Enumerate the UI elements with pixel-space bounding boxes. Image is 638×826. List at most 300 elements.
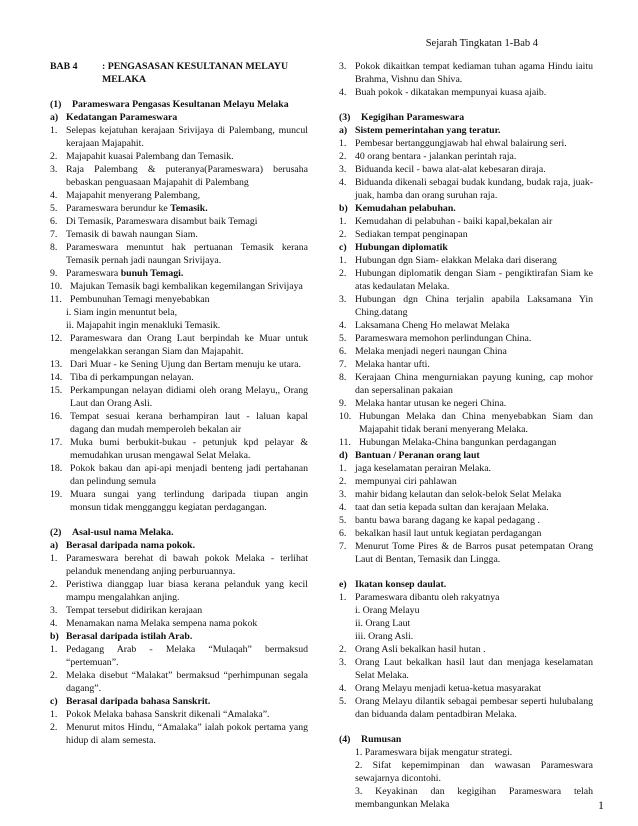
subsection-marker: a) bbox=[50, 112, 59, 123]
list-item bbox=[50, 267, 308, 280]
list-item-text-plain: Raja Palembang & puteranya(Parameswara) berusaha bebaskan penguasaan Majapahit di Palembang bbox=[66, 164, 308, 188]
list-item-number: 2. bbox=[50, 579, 58, 590]
subsection-heading bbox=[50, 111, 308, 124]
list-item bbox=[339, 501, 593, 514]
list-item bbox=[50, 215, 308, 228]
subsection-marker: b) bbox=[50, 631, 59, 642]
list-item-number: 3. bbox=[339, 489, 347, 500]
list-item bbox=[339, 746, 593, 759]
list-item-number: 3. bbox=[339, 61, 347, 72]
list-item-number: 2. bbox=[339, 151, 347, 162]
list-item bbox=[339, 215, 593, 228]
list-item-number: 12. bbox=[50, 333, 63, 344]
list-item-text-plain: Muara sungai yang terlindung daripada tiupan angin monsun tidak mengganggu kegiatan perdagangan. bbox=[70, 489, 308, 513]
list-item bbox=[50, 552, 308, 578]
list-item-text-plain: Hubungan diplomatik dengan Siam - pengiktirafan Siam ke atas kedaulatan Melaka. bbox=[355, 268, 593, 292]
list-item-text-plain: Peristiwa dianggap luar biasa kerana pelanduk yang kecil mampu mengalahkan anjing. bbox=[66, 579, 308, 603]
list-item-text bbox=[66, 189, 308, 202]
list-item bbox=[339, 540, 593, 566]
list-item-text-plain: 2. Sifat kepemimpinan dan wawasan Parameswara sewajarnya dicontohi. bbox=[355, 760, 593, 784]
list-item-number: 4. bbox=[339, 177, 347, 188]
subsection-marker: b) bbox=[339, 203, 348, 214]
list-item-text bbox=[355, 656, 593, 682]
list-item-number: 18. bbox=[50, 463, 63, 474]
list-item bbox=[339, 630, 593, 643]
list-item-text bbox=[355, 746, 593, 759]
list-item-text-plain: Hubungan dgn China terjalin apabila Laksamana Yin Ching.datang bbox=[355, 294, 593, 318]
list-item-text bbox=[355, 475, 593, 488]
chapter-number: BAB 4 bbox=[50, 61, 78, 72]
list-item-text-plain: Selepas kejatuhan kerajaan Srivijaya di Palembang, muncul kerajaan Majapahit. bbox=[66, 125, 308, 149]
section-heading bbox=[50, 98, 308, 111]
list-item bbox=[50, 189, 308, 202]
list-item-text bbox=[355, 228, 593, 241]
list-item-text-plain: Melaka hantar ufti. bbox=[355, 359, 430, 370]
list-item bbox=[339, 695, 593, 721]
list-item-text bbox=[355, 293, 593, 319]
subsection-heading bbox=[339, 578, 593, 591]
list-item bbox=[339, 436, 593, 449]
list-item-text bbox=[66, 721, 308, 747]
list-item bbox=[339, 604, 593, 617]
list-item-number: 1. bbox=[50, 709, 58, 720]
section-heading bbox=[339, 733, 593, 746]
list-item bbox=[339, 656, 593, 682]
chapter-title-text: : PENGASASAN KESULTANAN MELAYU MELAKA bbox=[102, 61, 289, 85]
list-item-text-plain: Pokok bakau dan api-api menjadi benteng jadi pertahanan dan pelindung semula bbox=[70, 463, 308, 487]
list-item-text bbox=[355, 358, 593, 371]
list-item-text-plain: Parameswara memohon perlindungan China. bbox=[355, 333, 532, 344]
list-item bbox=[339, 591, 593, 604]
list-item bbox=[339, 514, 593, 527]
list-item-text-plain: i. Orang Melayu bbox=[355, 605, 420, 616]
section bbox=[339, 60, 593, 99]
list-item-number: 6. bbox=[50, 216, 58, 227]
list-item-text-plain: Menamakan nama Melaka sempena nama pokok bbox=[66, 618, 258, 629]
list-item-text bbox=[355, 540, 593, 566]
list-item-number: 13. bbox=[50, 359, 63, 370]
list-item-text-plain: Biduanda kecil - bawa alat-alat kebesaran diraja. bbox=[355, 164, 546, 175]
list-item-text bbox=[355, 695, 593, 721]
list-item-text-plain: Parameswara dan Orang Laut berpindah ke Muar untuk mengelakkan serangan Siam dan Majapahit. bbox=[70, 333, 308, 357]
list-item-text-plain: jaga keselamatan perairan Melaka. bbox=[355, 463, 491, 474]
subsection-marker: a) bbox=[339, 125, 348, 136]
list-item-number: 5. bbox=[339, 515, 347, 526]
page-number: 1 bbox=[598, 798, 604, 812]
list-item-number: 2. bbox=[50, 151, 58, 162]
list-item-number: 4. bbox=[50, 190, 58, 201]
list-item-text-plain: Tiba di perkampungan nelayan. bbox=[70, 372, 194, 383]
list-item-text-plain: Dari Muar - ke Sening Ujung dan Bertam menuju ke utara. bbox=[70, 359, 301, 370]
list-item-text bbox=[66, 150, 308, 163]
list-item-number: 11. bbox=[50, 294, 62, 305]
section-heading-text: Rumusan bbox=[361, 734, 402, 745]
list-item-text bbox=[355, 150, 593, 163]
list-item-number: 7. bbox=[339, 359, 347, 370]
list-item bbox=[339, 643, 593, 656]
list-item-text bbox=[355, 332, 593, 345]
list-item-text bbox=[355, 60, 593, 86]
list-item bbox=[50, 708, 308, 721]
list-item-text bbox=[66, 643, 308, 669]
list-item-text bbox=[355, 785, 593, 811]
list-item-number: 8. bbox=[50, 242, 58, 253]
subsection-title: Sistem pemerintahan yang teratur. bbox=[355, 125, 501, 136]
list-item-text-plain: Perkampungan nelayan didiami oleh orang Melayu,, Orang Laut dan Orang Asli. bbox=[70, 385, 308, 409]
list-item-number: 14. bbox=[50, 372, 63, 383]
list-item bbox=[339, 267, 593, 293]
list-item-text bbox=[355, 514, 593, 527]
list-item bbox=[50, 436, 308, 462]
subsection-marker: e) bbox=[339, 579, 347, 590]
list-item-text-plain: Melaka disebut “Malakat” bermaksud “perhimpunan segala dagang”. bbox=[66, 670, 308, 694]
list-item-text-plain: Tempat sesuai kerana berhampiran laut - laluan kapal dagang dan mudah memperoleh bekalan air bbox=[70, 411, 308, 435]
list-item-text-plain: Temasik di bawah naungan Siam. bbox=[66, 229, 198, 240]
list-item-number: 6. bbox=[339, 528, 347, 539]
list-item-text bbox=[355, 759, 593, 785]
list-item-text-plain: Pedagang Arab - Melaka “Mulaqah” bermaksud “pertemuan”. bbox=[66, 644, 308, 668]
list-item bbox=[339, 293, 593, 319]
list-item-text bbox=[355, 163, 593, 176]
list-item bbox=[339, 759, 593, 785]
list-item-text bbox=[355, 397, 593, 410]
list-item-text bbox=[355, 643, 593, 656]
subsection-heading bbox=[339, 124, 593, 137]
list-item-number: 2. bbox=[339, 229, 347, 240]
list-item-number: 3. bbox=[339, 164, 347, 175]
list-item-text-plain: Majapahit menyerang Palembang, bbox=[66, 190, 201, 201]
list-item-number: 9. bbox=[339, 398, 347, 409]
list-item-number: 4. bbox=[339, 683, 347, 694]
list-item bbox=[50, 332, 308, 358]
list-item-number: 3. bbox=[339, 294, 347, 305]
list-item bbox=[50, 617, 308, 630]
list-item-text bbox=[66, 669, 308, 695]
list-item-text-plain: Parameswara bbox=[66, 268, 121, 279]
list-item-text bbox=[355, 176, 593, 202]
list-item bbox=[50, 228, 308, 241]
list-item-number: 1. bbox=[339, 138, 347, 149]
list-item-text bbox=[66, 708, 308, 721]
subsection-heading bbox=[339, 202, 593, 215]
list-item bbox=[50, 669, 308, 695]
section-heading bbox=[339, 111, 593, 124]
list-item-text-plain: 1. Parameswara bijak mengatur strategi. bbox=[355, 747, 513, 758]
list-item bbox=[339, 488, 593, 501]
list-item-text-plain: Orang Melayu menjadi ketua-ketua masyarakat bbox=[355, 683, 542, 694]
list-item bbox=[50, 643, 308, 669]
list-item-text bbox=[355, 630, 593, 643]
chapter-title bbox=[50, 60, 308, 86]
list-item-number: 15. bbox=[50, 385, 63, 396]
list-item-text-plain: Buah pokok - dikatakan mempunyai kuasa ajaib. bbox=[355, 87, 547, 98]
subsection-heading bbox=[50, 539, 308, 552]
list-item-number: 4. bbox=[339, 502, 347, 513]
list-item-text bbox=[355, 215, 593, 228]
list-item bbox=[339, 163, 593, 176]
subsection-marker: a) bbox=[50, 540, 59, 551]
list-item-number: 4. bbox=[339, 87, 347, 98]
list-item-text-plain: Laksamana Cheng Ho melawat Melaka bbox=[355, 320, 510, 331]
subsection-title: Ikatan konsep daulat. bbox=[355, 579, 447, 590]
list-item-text-plain: mahir bidang kelautan dan selok-belok Selat Melaka bbox=[355, 489, 562, 500]
list-item-text-plain: Orang Laut bekalkan hasil laut dan menjaga keselamatan Selat Melaka. bbox=[355, 657, 593, 681]
list-item-text-plain: 3. Keyakinan dan kegigihan Parameswara telah membangunkan Melaka bbox=[355, 786, 593, 810]
list-item bbox=[339, 254, 593, 267]
list-item bbox=[339, 86, 593, 99]
list-item bbox=[339, 462, 593, 475]
list-item-text bbox=[355, 86, 593, 99]
subsection-heading bbox=[339, 449, 593, 462]
list-item-text-plain: ii. Majapahit ingin menakluki Temasik. bbox=[66, 320, 221, 331]
section bbox=[50, 98, 308, 514]
list-item-text-plain: Parameswara dibantu oleh rakyatnya bbox=[355, 592, 500, 603]
list-item-text bbox=[70, 371, 308, 384]
subsection-heading bbox=[50, 695, 308, 708]
list-item-text bbox=[355, 371, 593, 397]
section-number: (1) bbox=[50, 99, 62, 110]
list-item-text-plain: Parameswara berehat di bawah pokok Melaka - terlihat pelanduk menendang anjing perburuannya. bbox=[66, 553, 308, 577]
list-item-text-plain: Majapahit kuasai Palembang dan Temasik. bbox=[66, 151, 234, 162]
list-item-text-plain: Orang Melayu dilantik sebagai pembesar seperti hulubalang dan biduanda dalam pentadbiran Melaka. bbox=[355, 696, 593, 720]
right-column bbox=[339, 60, 593, 811]
list-item-text bbox=[70, 280, 308, 293]
list-item-number: 5. bbox=[50, 203, 58, 214]
list-item-text bbox=[70, 410, 308, 436]
list-item-number: 2. bbox=[339, 268, 347, 279]
list-item-number: 19. bbox=[50, 489, 63, 500]
list-item-text-bold: Temasik. bbox=[170, 203, 208, 214]
list-item bbox=[50, 202, 308, 215]
list-item-text bbox=[359, 436, 593, 449]
list-item bbox=[50, 371, 308, 384]
list-item bbox=[339, 617, 593, 630]
list-item-text-plain: Pembesar bertanggungjawab hal ehwal balairung seri. bbox=[355, 138, 567, 149]
subsection-title: Kemudahan pelabuhan. bbox=[355, 203, 456, 214]
list-item-text bbox=[70, 488, 308, 514]
list-item-number: 5. bbox=[339, 696, 347, 707]
list-item-text bbox=[359, 410, 593, 436]
list-item-number: 1. bbox=[50, 644, 58, 655]
list-item-text bbox=[355, 254, 593, 267]
list-item-number: 10. bbox=[339, 411, 352, 422]
list-item-text bbox=[355, 488, 593, 501]
list-item-text bbox=[66, 202, 308, 215]
list-item bbox=[50, 293, 308, 306]
list-item bbox=[50, 488, 308, 514]
list-item bbox=[50, 358, 308, 371]
subsection-title: Berasal daripada bahasa Sanskrit. bbox=[66, 696, 211, 707]
list-item-number: 9. bbox=[50, 268, 58, 279]
list-item-number: 11. bbox=[339, 437, 351, 448]
list-item-number: 5. bbox=[339, 333, 347, 344]
list-item bbox=[339, 475, 593, 488]
list-item-text bbox=[355, 137, 593, 150]
list-item-text bbox=[355, 604, 593, 617]
list-item bbox=[50, 462, 308, 488]
left-column bbox=[50, 60, 308, 747]
list-item-number: 1. bbox=[339, 592, 347, 603]
list-item-text-plain: Tempat tersebut didirikan kerajaan bbox=[66, 605, 203, 616]
list-item-number: 3. bbox=[50, 605, 58, 616]
list-item-text bbox=[355, 462, 593, 475]
subsection-title: Berasal daripada istilah Arab. bbox=[66, 631, 193, 642]
list-item-text bbox=[66, 215, 308, 228]
section-number: (3) bbox=[339, 112, 351, 123]
running-header: Sejarah Tingkatan 1-Bab 4 bbox=[425, 38, 538, 49]
subsection-heading bbox=[339, 241, 593, 254]
list-item-text bbox=[355, 319, 593, 332]
list-item bbox=[339, 785, 593, 811]
list-item-number: 3. bbox=[339, 657, 347, 668]
list-item-text-plain: Pokok dikaitkan tempat kediaman tuhan agama Hindu iaitu Brahma, Vishnu dan Shiva. bbox=[355, 61, 593, 85]
list-item bbox=[50, 163, 308, 189]
list-item-text-plain: Biduanda dikenali sebagai budak kundang, budak raja, juak-juak, hamba dan orang suruhan raja. bbox=[355, 177, 593, 201]
list-item-text-plain: Kemudahan di pelabuhan - baiki kapal,bekalan air bbox=[355, 216, 553, 227]
list-item-text-plain: iii. Orang Asli. bbox=[355, 631, 414, 642]
list-item bbox=[50, 721, 308, 747]
list-item bbox=[50, 306, 308, 319]
section bbox=[339, 733, 593, 811]
list-item-number: 1. bbox=[50, 125, 58, 136]
list-item-number: 1. bbox=[339, 255, 347, 266]
list-item-number: 7. bbox=[339, 541, 347, 552]
list-item bbox=[50, 410, 308, 436]
list-item-text-plain: taat dan setia kepada sultan dan kerajaan Melaka. bbox=[355, 502, 549, 513]
list-item-number: 2. bbox=[339, 644, 347, 655]
section-number: (2) bbox=[50, 527, 62, 538]
list-item-text bbox=[355, 527, 593, 540]
subsection-title: Berasal daripada nama pokok. bbox=[66, 540, 196, 551]
list-item-text-plain: Parameswara menuntut hak pertuanan Temasik kerana Temasik pernah jadi naungan Srivijaya. bbox=[66, 242, 308, 266]
list-item-text bbox=[70, 293, 308, 306]
section bbox=[339, 111, 593, 566]
list-item bbox=[339, 228, 593, 241]
list-item bbox=[50, 604, 308, 617]
list-item-text-plain: Melaka hantar utusan ke negeri China. bbox=[355, 398, 507, 409]
section-heading bbox=[50, 526, 308, 539]
list-item-number: 2. bbox=[50, 670, 58, 681]
list-item bbox=[50, 319, 308, 332]
list-item bbox=[339, 371, 593, 397]
list-item-number: 1. bbox=[50, 553, 58, 564]
list-item-number: 1. bbox=[339, 216, 347, 227]
list-item-number: 4. bbox=[50, 618, 58, 629]
list-item-text bbox=[355, 617, 593, 630]
list-item-text-plain: Majukan Temasik bagi kembalikan kegemilangan Srivijaya bbox=[70, 281, 303, 292]
list-item-text-plain: Sediakan tempat penginapan bbox=[355, 229, 468, 240]
list-item-text-plain: Muka bumi berbukit-bukau - petunjuk kpd pelayar & memudahkan urusan mengawal Selat Melaka. bbox=[70, 437, 308, 461]
list-item-number: 2. bbox=[339, 476, 347, 487]
list-item-text bbox=[66, 163, 308, 189]
list-item-text-plain: Orang Asli bekalkan hasil hutan . bbox=[355, 644, 486, 655]
list-item-text bbox=[66, 267, 308, 280]
subsection-marker: d) bbox=[339, 450, 348, 461]
subsection-title: Bantuan / Peranan orang laut bbox=[355, 450, 480, 461]
list-item-number: 3. bbox=[50, 164, 58, 175]
list-item-number: 6. bbox=[339, 346, 347, 357]
subsection-heading bbox=[50, 630, 308, 643]
list-item bbox=[339, 410, 593, 436]
list-item-text bbox=[355, 591, 593, 604]
section bbox=[339, 578, 593, 721]
list-item-text-plain: mempunyai ciri pahlawan bbox=[355, 476, 457, 487]
list-item-text bbox=[355, 682, 593, 695]
list-item-text-plain: 40 orang bentara - jalankan perintah raja. bbox=[355, 151, 517, 162]
list-item-text bbox=[66, 228, 308, 241]
list-item-text-plain: Hubungan Melaka-China bangunkan perdagangan bbox=[359, 437, 557, 448]
list-item bbox=[339, 150, 593, 163]
list-item-text-plain: bantu bawa barang dagang ke kapal pedagang . bbox=[355, 515, 540, 526]
list-item-text bbox=[70, 358, 308, 371]
list-item bbox=[50, 280, 308, 293]
list-item-text bbox=[355, 267, 593, 293]
list-item-text bbox=[66, 241, 308, 267]
list-item bbox=[339, 60, 593, 86]
list-item-number: 10. bbox=[50, 281, 63, 292]
list-item-number: 17. bbox=[50, 437, 63, 448]
list-item-text-plain: Pembunuhan Temagi menyebabkan bbox=[70, 294, 210, 305]
list-item-number: 1. bbox=[339, 463, 347, 474]
list-item-text-plain: Melaka menjadi negeri naungan China bbox=[355, 346, 507, 357]
subsection-marker: c) bbox=[339, 242, 347, 253]
list-item-text-bold: bunuh Temagi. bbox=[120, 268, 184, 279]
section bbox=[50, 526, 308, 747]
list-item bbox=[339, 527, 593, 540]
list-item-text bbox=[355, 345, 593, 358]
list-item-number: 7. bbox=[50, 229, 58, 240]
list-item-text-plain: i. Siam ingin menuntut bela, bbox=[66, 307, 178, 318]
subsection-marker: c) bbox=[50, 696, 58, 707]
list-item-text bbox=[66, 604, 308, 617]
list-item-text-plain: Di Temasik, Parameswara disambut baik Temagi bbox=[66, 216, 258, 227]
list-item-text bbox=[66, 319, 308, 332]
list-item-text bbox=[66, 578, 308, 604]
list-item bbox=[339, 319, 593, 332]
list-item bbox=[339, 345, 593, 358]
subsection-title: Kedatangan Parameswara bbox=[66, 112, 178, 123]
list-item-text-plain: bekalkan hasil laut untuk kegiatan perdagangan bbox=[355, 528, 542, 539]
list-item-number: 4. bbox=[339, 320, 347, 331]
list-item bbox=[50, 241, 308, 267]
list-item-text-plain: Hubungan dgn Siam- elakkan Melaka dari diserang bbox=[355, 255, 557, 266]
list-item-number: 16. bbox=[50, 411, 63, 422]
list-item-text bbox=[70, 436, 308, 462]
list-item bbox=[339, 137, 593, 150]
list-item-text-plain: Menurut Tome Pires & de Barros pusat petempatan Orang Laut di Bentan, Temasik dan Lingga. bbox=[355, 541, 593, 565]
list-item bbox=[339, 682, 593, 695]
list-item-text bbox=[66, 552, 308, 578]
subsection-title: Hubungan diplomatik bbox=[355, 242, 448, 253]
list-item-text bbox=[66, 124, 308, 150]
list-item bbox=[50, 384, 308, 410]
section-heading-text: Parameswara Pengasas Kesultanan Melayu Melaka bbox=[72, 99, 289, 110]
list-item-number: 2. bbox=[50, 722, 58, 733]
list-item-text bbox=[70, 384, 308, 410]
list-item bbox=[50, 124, 308, 150]
list-item-text bbox=[355, 501, 593, 514]
list-item-text-plain: Pokok Melaka bahasa Sanskrit dikenali “Amalaka”. bbox=[66, 709, 270, 720]
list-item-text bbox=[70, 462, 308, 488]
section-heading-text: Asal-usul nama Melaka. bbox=[72, 527, 174, 538]
list-item-text-plain: Hubungan Melaka dan China menyebabkan Siam dan Majapahit tidak berani menyerang Melaka. bbox=[359, 411, 593, 435]
list-item-text-plain: Kerajaan China mengurniakan payung kuning, cap mohor dan sepersalinan pakaian bbox=[355, 372, 593, 396]
list-item-text-plain: Parameswara berundur ke bbox=[66, 203, 171, 214]
list-item bbox=[50, 578, 308, 604]
list-item bbox=[339, 397, 593, 410]
section-number: (4) bbox=[339, 734, 351, 745]
list-item bbox=[339, 332, 593, 345]
